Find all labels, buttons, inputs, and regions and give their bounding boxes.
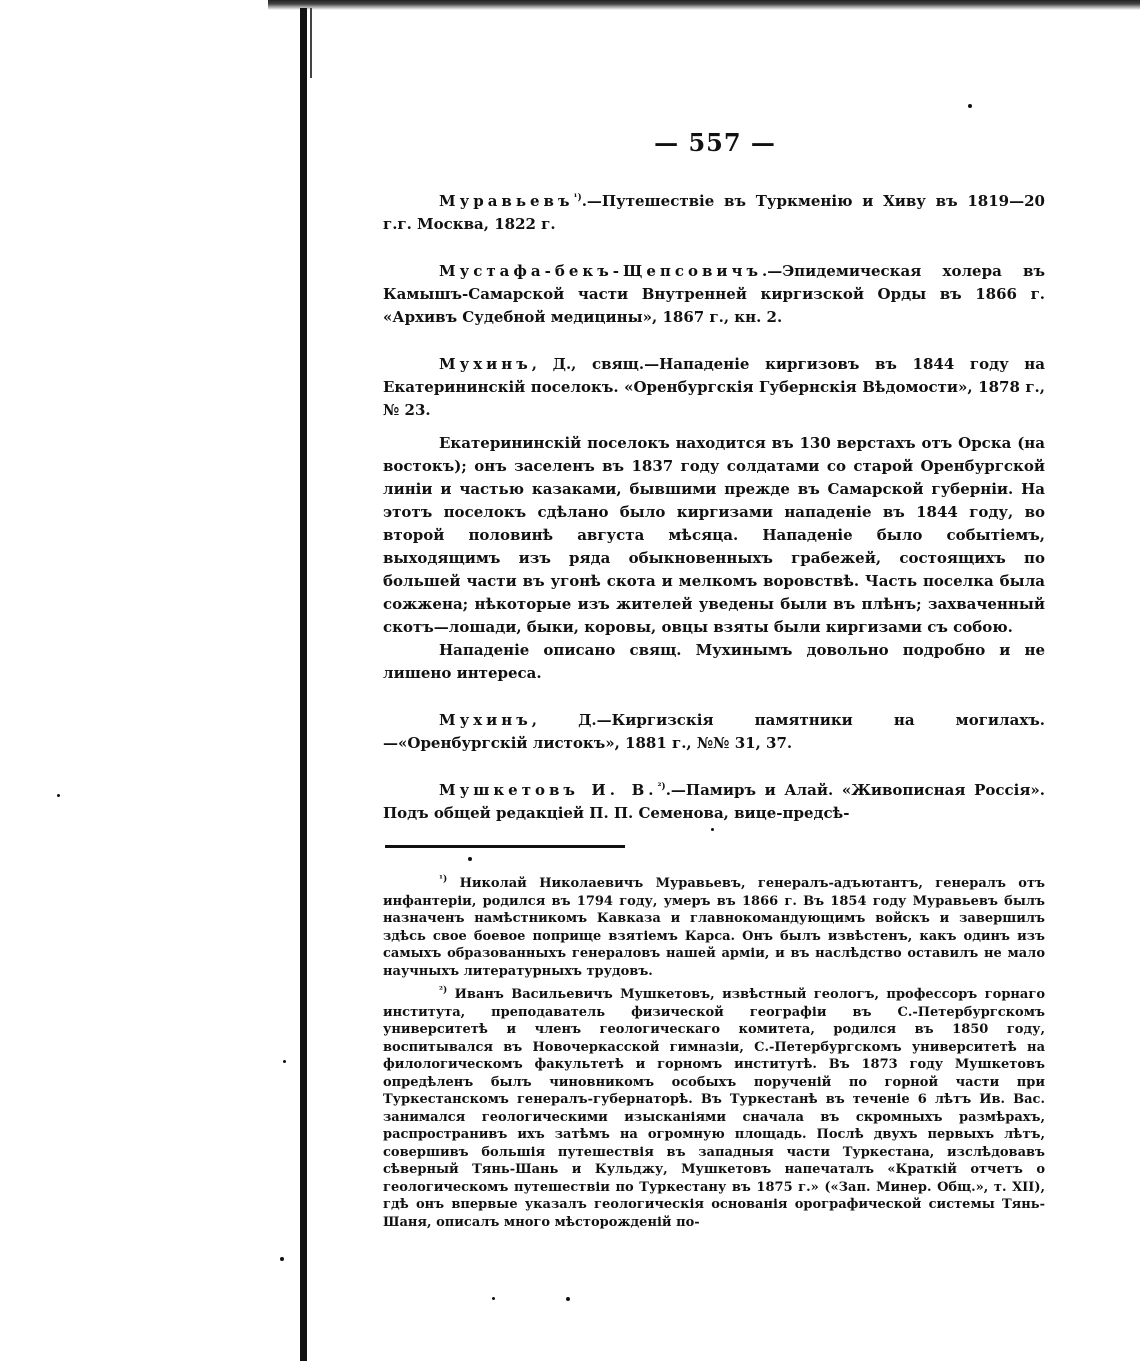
scan-speck — [283, 1060, 286, 1063]
book-spine-highlight — [310, 8, 312, 78]
entry-text: .—Путешествіе въ Туркменію и Хиву въ 1819—20 г.г. Москва, 1822 г. — [383, 192, 1045, 233]
entry-text: .—Эпидемическая холера въ Камышъ-Самарской части Внутренней киргизской Орды въ 1866 г. «Архивъ Судебной медицины», 1867 г., кн. 2. — [383, 262, 1045, 326]
footnote-ref: ²) — [657, 782, 666, 792]
bibliography-entry — [383, 779, 1045, 825]
page-top-edge-shadow — [268, 0, 1140, 10]
scan-speck — [57, 794, 60, 797]
entry-author: Мухинъ — [439, 355, 532, 373]
bibliography-entry — [383, 190, 1045, 236]
scan-speck — [280, 1257, 284, 1261]
footnote-separator — [385, 845, 625, 848]
footnotes — [383, 875, 1045, 1237]
entry-author: Муравьевъ — [439, 192, 574, 210]
entry-author: Мустафа-бекъ-Щепсовичъ — [439, 262, 763, 280]
entry-text: , Д., свящ.—Нападеніе киргизовъ въ 1844 году на Екатерининскій поселокъ. «Оренбургскія Губернскія Вѣдомости», 1878 г., № 23. — [383, 355, 1045, 419]
book-spine-edge — [300, 8, 307, 1361]
footnote-text: Николай Николаевичъ Муравьевъ, генералъ-адъютантъ, генералъ отъ инфантеріи, родился въ 1794 году, умеръ въ 1866 г. Въ 1854 году Муравьевъ былъ назначенъ намѣстникомъ Кавказа и главнокомандующимъ войскъ и завершилъ здѣсь свое боевое поприще взятіемъ Карса. Онъ былъ извѣстенъ, какъ одинъ изъ самыхъ образованныхъ генераловъ нашей арміи, и въ наслѣдство оставилъ не мало научныхъ литературныхъ трудовъ. — [383, 876, 1045, 979]
footnote — [383, 875, 1045, 980]
scan-speck — [566, 1297, 570, 1301]
footnote-ref: ¹) — [573, 193, 582, 203]
bibliography-entries — [383, 190, 1045, 849]
footnote-text: Иванъ Васильевичъ Мушкетовъ, извѣстный геологъ, профессоръ горнаго института, преподаватель физической географіи въ С.-Петербургскомъ университетѣ и членъ геологическаго комитета, родился въ 1850 году, воспитывался въ Новочеркасской гимназіи, С.-Петербургскомъ университетѣ на филологическомъ факультетѣ и горномъ институтѣ. Въ 1873 году Мушкетовъ опредѣленъ былъ чиновникомъ особыхъ порученій по горной части при Туркестанскомъ генералъ-губернаторѣ. Въ Туркестанѣ въ теченіе 6 лѣтъ Ив. Вас. занимался геологическими изысканіями сначала въ скромныхъ размѣрахъ, распространивъ ихъ затѣмъ на огромную площадь. Послѣ двухъ первыхъ лѣтъ, совершивъ большія путешествія въ западныя части Туркестана, изслѣдовавъ сѣверный Тянь-Шань и Кульджу, Мушкетовъ напечаталъ «Краткій отчетъ о геологическомъ путешествіи по Туркестану въ 1875 г.» («Зап. Минер. Общ.», т. XII), гдѣ онъ впервые указалъ геологическія основанія орографической системы Тянь-Шаня, описалъ много мѣсторожденій по- — [383, 987, 1045, 1230]
scan-speck — [968, 104, 972, 108]
scan-speck — [468, 857, 472, 861]
bibliography-entry — [383, 709, 1045, 755]
entry-text: , Д.—Киргизскія памятники на могилахъ.—«Оренбургскій листокъ», 1881 г., №№ 31, 37. — [383, 711, 1045, 752]
entry-author: Мушкетовъ И. В. — [439, 781, 658, 799]
footnote — [383, 986, 1045, 1231]
page-number: — 557 — — [654, 128, 776, 157]
entry-annotation: Екатерининскій поселокъ находится въ 130 верстахъ отъ Орска (на востокъ); онъ заселенъ въ 1837 году солдатами со старой Оренбургской линіи и частью казаками, бывшими прежде въ Самарской губерніи. На этотъ поселокъ сдѣлано было киргизами нападеніе въ 1844 году, во второй половинѣ августа мѣсяца. Нападеніе было событіемъ, выходящимъ изъ ряда обыкновенныхъ грабежей, состоящихъ по большей части въ угонѣ скота и мелкомъ воровствѣ. Часть поселка была сожжена; нѣкоторые изъ жителей уведены были въ плѣнъ; захваченный скотъ—лошади, быки, коровы, овцы взяты были киргизами съ собою. — [383, 434, 1045, 636]
entry-text: .—Памиръ и Алай. «Живописная Россія». Подъ общей редакціей П. П. Семенова, вице-предсѣ- — [383, 781, 1045, 822]
bibliography-entry — [383, 353, 1045, 422]
entry-annotation: Нападеніе описано свящ. Мухинымъ довольно подробно и не лишено интереса. — [383, 641, 1045, 682]
footnote-mark: ¹) — [439, 874, 448, 885]
footnote-mark: ²) — [439, 985, 448, 996]
bibliography-entry — [383, 260, 1045, 329]
scan-speck — [492, 1297, 495, 1300]
entry-author: Мухинъ — [439, 711, 532, 729]
